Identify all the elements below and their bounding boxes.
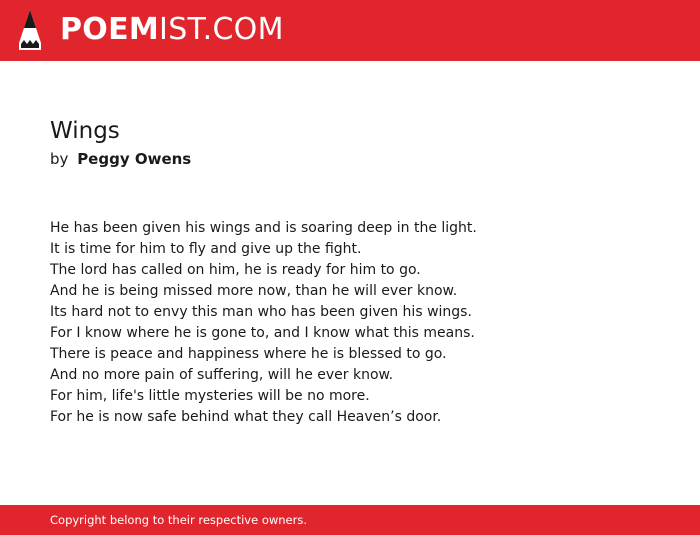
site-header (0, 0, 700, 61)
brand-thin-part: IST.COM (159, 12, 284, 47)
poem-line: It is time for him to fly and give up the fight. (50, 241, 362, 257)
brand-bold-part: POEM (60, 12, 160, 47)
poem-line: Its hard not to envy this man who has been given his wings. (50, 304, 472, 320)
poem-body (50, 218, 477, 428)
copyright-notice: Copyright belong to their respective owners. (50, 513, 308, 527)
pencil-tip-icon (18, 9, 42, 51)
poem-line: And no more pain of suffering, will he ever know. (50, 367, 394, 383)
by-label: by (50, 150, 69, 168)
poem-title: Wings (50, 118, 120, 144)
poem-byline (50, 149, 191, 169)
site-footer (0, 505, 700, 535)
poem-line: For he is now safe behind what they call Heaven’s door. (50, 409, 442, 425)
poem-line: He has been given his wings and is soaring deep in the light. (50, 220, 477, 236)
poem-line: For him, life's little mysteries will be no more. (50, 388, 370, 404)
poem-line: For I know where he is gone to, and I know what this means. (50, 325, 475, 341)
poem-line: The lord has called on him, he is ready for him to go. (50, 262, 421, 278)
site-logo-link[interactable] (18, 9, 284, 51)
poem-line: There is peace and happiness where he is blessed to go. (50, 346, 447, 362)
site-brand-name (60, 12, 284, 47)
poem-line: And he is being missed more now, than he will ever know. (50, 283, 458, 299)
author-link[interactable]: Peggy Owens (77, 150, 192, 168)
